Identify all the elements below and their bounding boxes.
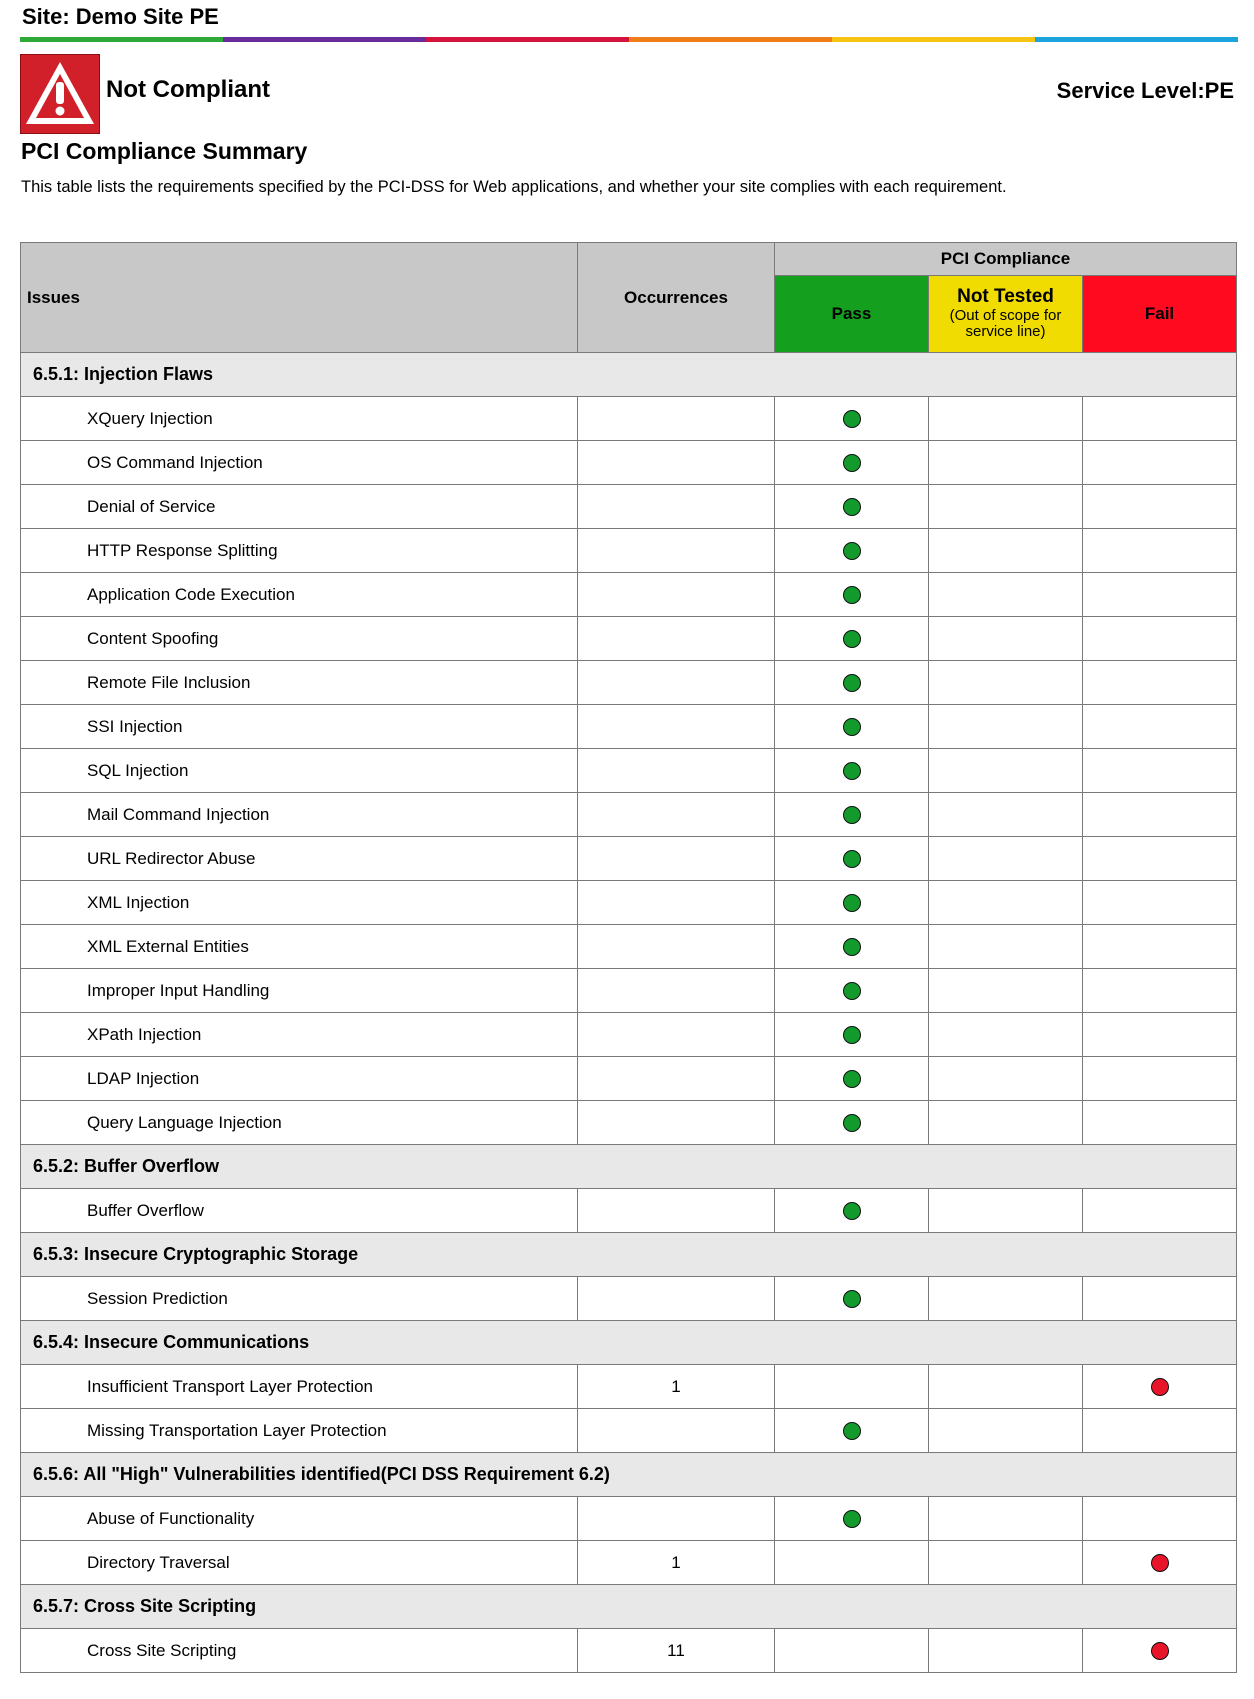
table-row <box>21 397 1237 441</box>
pass-cell <box>775 1629 929 1673</box>
issue-name: SSI Injection <box>21 705 578 749</box>
occurrences-cell: 1 <box>578 1365 775 1409</box>
table-row <box>21 969 1237 1013</box>
pass-cell <box>775 661 929 705</box>
issue-name: Improper Input Handling <box>21 969 578 1013</box>
fail-cell <box>1083 1497 1237 1541</box>
section-title: 6.5.7: Cross Site Scripting <box>21 1585 1237 1629</box>
fail-indicator-icon <box>1151 1378 1169 1396</box>
not-tested-cell <box>929 749 1083 793</box>
pass-cell <box>775 793 929 837</box>
table-row <box>21 1277 1237 1321</box>
not-tested-cell <box>929 1057 1083 1101</box>
site-label: Site: Demo Site PE <box>22 4 219 29</box>
issue-name: SQL Injection <box>21 749 578 793</box>
not-tested-cell <box>929 881 1083 925</box>
issue-name: Insufficient Transport Layer Protection <box>21 1365 578 1409</box>
not-tested-cell <box>929 1629 1083 1673</box>
table-row <box>21 793 1237 837</box>
section-row <box>21 1145 1237 1189</box>
fail-cell <box>1083 1365 1237 1409</box>
pass-indicator-icon <box>843 1026 861 1044</box>
issue-name: Mail Command Injection <box>21 793 578 837</box>
occurrences-cell <box>578 485 775 529</box>
pass-cell <box>775 1541 929 1585</box>
table-row <box>21 573 1237 617</box>
table-row <box>21 1013 1237 1057</box>
pass-header: Pass <box>775 276 929 353</box>
issue-name: HTTP Response Splitting <box>21 529 578 573</box>
pass-cell <box>775 749 929 793</box>
issue-name: Abuse of Functionality <box>21 1497 578 1541</box>
rainbow-segment <box>223 37 426 42</box>
pci-table-body <box>21 353 1237 1673</box>
section-row <box>21 353 1237 397</box>
pass-indicator-icon <box>843 1114 861 1132</box>
fail-cell <box>1083 1057 1237 1101</box>
pass-cell <box>775 1277 929 1321</box>
table-row <box>21 1541 1237 1585</box>
fail-cell <box>1083 661 1237 705</box>
table-row <box>21 925 1237 969</box>
fail-cell <box>1083 1629 1237 1673</box>
issue-name: Remote File Inclusion <box>21 661 578 705</box>
fail-cell <box>1083 485 1237 529</box>
fail-cell <box>1083 1101 1237 1145</box>
section-row <box>21 1233 1237 1277</box>
not-tested-cell <box>929 661 1083 705</box>
pass-cell <box>775 705 929 749</box>
section-title: 6.5.4: Insecure Communications <box>21 1321 1237 1365</box>
issue-name: LDAP Injection <box>21 1057 578 1101</box>
not-tested-cell <box>929 1365 1083 1409</box>
pass-indicator-icon <box>843 762 861 780</box>
pass-cell <box>775 1409 929 1453</box>
table-row <box>21 485 1237 529</box>
issue-name: Content Spoofing <box>21 617 578 661</box>
fail-cell <box>1083 441 1237 485</box>
pass-indicator-icon <box>843 542 861 560</box>
occurrences-cell <box>578 529 775 573</box>
pass-indicator-icon <box>843 1290 861 1308</box>
section-row <box>21 1453 1237 1497</box>
section-title: 6.5.3: Insecure Cryptographic Storage <box>21 1233 1237 1277</box>
not-tested-cell <box>929 441 1083 485</box>
table-row <box>21 1101 1237 1145</box>
table-row <box>21 441 1237 485</box>
not-tested-cell <box>929 925 1083 969</box>
fail-cell <box>1083 881 1237 925</box>
pass-cell <box>775 617 929 661</box>
pass-cell <box>775 485 929 529</box>
issue-name: Query Language Injection <box>21 1101 578 1145</box>
not-tested-cell <box>929 1409 1083 1453</box>
warning-triangle-icon <box>20 54 100 134</box>
fail-cell <box>1083 969 1237 1013</box>
fail-cell <box>1083 749 1237 793</box>
not-tested-cell <box>929 1101 1083 1145</box>
not-tested-cell <box>929 837 1083 881</box>
pass-indicator-icon <box>843 586 861 604</box>
occurrences-cell: 11 <box>578 1629 775 1673</box>
fail-cell <box>1083 1013 1237 1057</box>
not-tested-header <box>929 276 1083 353</box>
pass-cell <box>775 881 929 925</box>
occurrences-cell <box>578 881 775 925</box>
issue-name: URL Redirector Abuse <box>21 837 578 881</box>
occurrences-cell <box>578 1409 775 1453</box>
section-title: 6.5.1: Injection Flaws <box>21 353 1237 397</box>
service-level: Service Level:PE <box>1056 78 1234 103</box>
table-row <box>21 1057 1237 1101</box>
rainbow-segment <box>426 37 629 42</box>
table-row <box>21 1497 1237 1541</box>
table-row <box>21 749 1237 793</box>
pass-cell <box>775 1189 929 1233</box>
occurrences-cell <box>578 837 775 881</box>
not-tested-cell <box>929 1497 1083 1541</box>
fail-cell <box>1083 837 1237 881</box>
issue-name: XML External Entities <box>21 925 578 969</box>
pass-indicator-icon <box>843 1422 861 1440</box>
occurrences-cell <box>578 617 775 661</box>
occurrences-cell <box>578 1057 775 1101</box>
fail-cell <box>1083 1541 1237 1585</box>
pass-indicator-icon <box>843 938 861 956</box>
issue-name: Missing Transportation Layer Protection <box>21 1409 578 1453</box>
pass-cell <box>775 1013 929 1057</box>
table-row <box>21 881 1237 925</box>
pass-cell <box>775 969 929 1013</box>
not-tested-cell <box>929 705 1083 749</box>
pass-cell <box>775 837 929 881</box>
pass-cell <box>775 925 929 969</box>
fail-cell <box>1083 1409 1237 1453</box>
issue-name: Buffer Overflow <box>21 1189 578 1233</box>
summary-description: This table lists the requirements specified by the PCI-DSS for Web applications, and whether your site complies with each requirement. <box>21 178 1007 196</box>
table-row <box>21 661 1237 705</box>
issue-name: XML Injection <box>21 881 578 925</box>
not-tested-cell <box>929 1013 1083 1057</box>
occurrences-cell <box>578 1101 775 1145</box>
pass-indicator-icon <box>843 894 861 912</box>
occurrences-cell <box>578 661 775 705</box>
pass-indicator-icon <box>843 630 861 648</box>
occurrences-cell <box>578 793 775 837</box>
rainbow-segment <box>832 37 1035 42</box>
not-tested-cell <box>929 1189 1083 1233</box>
not-tested-cell <box>929 485 1083 529</box>
pci-compliance-table <box>20 242 1237 1673</box>
occurrences-cell <box>578 397 775 441</box>
issue-name: Session Prediction <box>21 1277 578 1321</box>
compliance-status: Not Compliant <box>106 76 270 103</box>
issue-name: XPath Injection <box>21 1013 578 1057</box>
issue-name: Denial of Service <box>21 485 578 529</box>
issue-name: XQuery Injection <box>21 397 578 441</box>
fail-cell <box>1083 705 1237 749</box>
rainbow-segment <box>629 37 832 42</box>
pass-indicator-icon <box>843 1202 861 1220</box>
pass-cell <box>775 529 929 573</box>
not-tested-cell <box>929 529 1083 573</box>
occurrences-cell <box>578 1189 775 1233</box>
fail-cell <box>1083 1277 1237 1321</box>
table-row <box>21 1409 1237 1453</box>
occurrences-header: Occurrences <box>578 243 775 353</box>
pass-cell <box>775 397 929 441</box>
not-tested-cell <box>929 617 1083 661</box>
fail-cell <box>1083 573 1237 617</box>
occurrences-cell <box>578 1277 775 1321</box>
occurrences-cell <box>578 749 775 793</box>
occurrences-cell <box>578 705 775 749</box>
fail-cell <box>1083 1189 1237 1233</box>
issue-name: Application Code Execution <box>21 573 578 617</box>
fail-cell <box>1083 529 1237 573</box>
occurrences-cell <box>578 573 775 617</box>
table-row <box>21 617 1237 661</box>
section-row <box>21 1321 1237 1365</box>
pass-indicator-icon <box>843 454 861 472</box>
pass-indicator-icon <box>843 410 861 428</box>
not-tested-label: Not Tested <box>957 286 1054 308</box>
pass-cell <box>775 1057 929 1101</box>
pass-cell <box>775 573 929 617</box>
table-row <box>21 1365 1237 1409</box>
section-title: 6.5.6: All "High" Vulnerabilities identified(PCI DSS Requirement 6.2) <box>21 1453 1237 1497</box>
rainbow-divider <box>20 37 1238 42</box>
pass-indicator-icon <box>843 806 861 824</box>
occurrences-cell <box>578 969 775 1013</box>
pass-indicator-icon <box>843 718 861 736</box>
issue-name: Cross Site Scripting <box>21 1629 578 1673</box>
issues-header: Issues <box>21 243 578 353</box>
not-tested-cell <box>929 1541 1083 1585</box>
table-row <box>21 837 1237 881</box>
fail-header: Fail <box>1083 276 1237 353</box>
not-tested-cell <box>929 969 1083 1013</box>
fail-cell <box>1083 397 1237 441</box>
page-title: PCI Compliance Summary <box>21 138 308 164</box>
fail-cell <box>1083 925 1237 969</box>
pass-cell <box>775 1497 929 1541</box>
pass-cell <box>775 441 929 485</box>
table-row <box>21 705 1237 749</box>
pass-indicator-icon <box>843 498 861 516</box>
occurrences-cell <box>578 1497 775 1541</box>
fail-indicator-icon <box>1151 1554 1169 1572</box>
pass-cell <box>775 1365 929 1409</box>
pass-cell <box>775 1101 929 1145</box>
table-row <box>21 1629 1237 1673</box>
section-row <box>21 1585 1237 1629</box>
occurrences-cell <box>578 1013 775 1057</box>
not-tested-cell <box>929 793 1083 837</box>
rainbow-segment <box>20 37 223 42</box>
rainbow-segment <box>1035 37 1238 42</box>
fail-cell <box>1083 617 1237 661</box>
fail-cell <box>1083 793 1237 837</box>
not-tested-cell <box>929 397 1083 441</box>
not-tested-cell <box>929 1277 1083 1321</box>
section-title: 6.5.2: Buffer Overflow <box>21 1145 1237 1189</box>
fail-indicator-icon <box>1151 1642 1169 1660</box>
table-row <box>21 529 1237 573</box>
not-tested-cell <box>929 573 1083 617</box>
occurrences-cell <box>578 925 775 969</box>
pass-indicator-icon <box>843 982 861 1000</box>
occurrences-cell <box>578 441 775 485</box>
not-tested-sublabel: (Out of scope for service line) <box>949 306 1062 341</box>
pci-compliance-header: PCI Compliance <box>775 243 1237 276</box>
issue-name: OS Command Injection <box>21 441 578 485</box>
pass-indicator-icon <box>843 1070 861 1088</box>
pass-indicator-icon <box>843 850 861 868</box>
pass-indicator-icon <box>843 674 861 692</box>
pass-indicator-icon <box>843 1510 861 1528</box>
occurrences-cell: 1 <box>578 1541 775 1585</box>
issue-name: Directory Traversal <box>21 1541 578 1585</box>
table-row <box>21 1189 1237 1233</box>
